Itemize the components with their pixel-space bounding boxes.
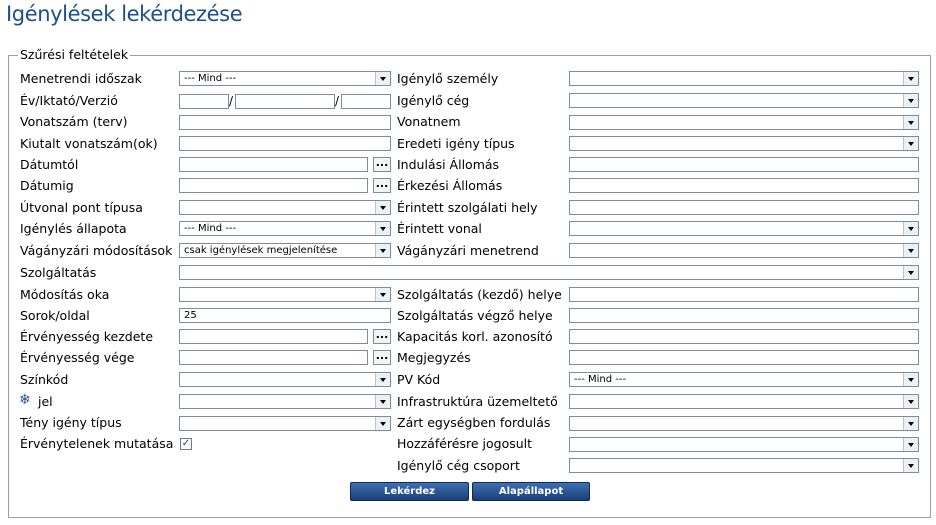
szolgaltatas-select[interactable] — [179, 265, 919, 280]
iktato-verzio-separator: / — [335, 94, 340, 108]
ervenyesseg-vege-input[interactable] — [179, 350, 368, 365]
erintett-vonal-label: Érintett vonal — [397, 221, 482, 236]
erkezesi-allomas-label: Érkezési Állomás — [397, 178, 503, 193]
erintett-szolgalati-hely-input[interactable] — [569, 200, 919, 215]
sorok-oldal-value: 25 — [184, 310, 197, 321]
indulasi-allomas-input[interactable] — [569, 157, 919, 172]
modositas-oka-select[interactable] — [179, 287, 391, 302]
szolgaltatas-label: Szolgáltatás — [20, 265, 97, 280]
sorok-oldal-label: Sorok/oldal — [20, 308, 90, 323]
vaganyzari-menetrend-label: Vágányzári menetrend — [397, 243, 539, 258]
igenylo-ceg-select[interactable] — [569, 93, 919, 108]
ev-input[interactable] — [179, 94, 229, 109]
datumig-label: Dátumig — [20, 178, 74, 193]
kiutalt-vonatszam-label: Kiutalt vonatszám(ok) — [20, 136, 158, 151]
sorok-oldal-input[interactable] — [179, 308, 391, 323]
chevron-down-icon[interactable] — [903, 244, 918, 257]
vaganyzari-modositasok-value: csak igénylések megjelenítése — [184, 245, 338, 256]
jel-select[interactable] — [179, 394, 391, 409]
page-title: Igénylések lekérdezése — [6, 2, 243, 26]
igenylo-szemely-label: Igénylő személy — [397, 71, 499, 86]
vaganyzari-modositasok-select[interactable] — [179, 243, 391, 258]
chevron-down-icon[interactable] — [903, 417, 918, 430]
infrastruktura-uzemelteto-select[interactable] — [569, 394, 919, 409]
igenyles-allapota-label: Igénylés állapota — [20, 221, 127, 236]
eredeti-igeny-tipus-label: Eredeti igény típus — [397, 136, 515, 151]
igenyles-allapota-value: --- Mind --- — [184, 223, 237, 234]
hozzaferesre-jogosult-select[interactable] — [569, 437, 919, 452]
chevron-down-icon[interactable] — [375, 417, 390, 430]
datumig-picker-button[interactable]: ... — [373, 178, 391, 193]
megjegyzes-input[interactable] — [569, 350, 919, 365]
zart-egysegben-fordulas-select[interactable] — [569, 416, 919, 431]
vonatszam-terv-input[interactable] — [179, 115, 391, 130]
chevron-down-icon[interactable] — [375, 373, 390, 386]
fieldset-legend: Szűrési feltételek — [20, 47, 129, 62]
indulasi-allomas-label: Indulási Állomás — [397, 157, 500, 172]
menetrendi-idoszak-value: --- Mind --- — [184, 73, 237, 84]
chevron-down-icon[interactable] — [375, 288, 390, 301]
chevron-down-icon[interactable] — [903, 459, 918, 472]
chevron-down-icon[interactable] — [375, 72, 390, 85]
modositas-oka-label: Módosítás oka — [20, 287, 110, 302]
szolgaltatas-kezdo-helye-input[interactable] — [569, 287, 919, 302]
pv-kod-value: --- Mind --- — [574, 374, 627, 385]
ervenytelenek-mutatasa-label: Érvénytelenek mutatása — [20, 436, 174, 451]
zart-egysegben-fordulas-label: Zárt egységben fordulás — [397, 415, 551, 430]
pv-kod-select[interactable] — [569, 372, 919, 387]
ervenyesseg-kezdete-picker-button[interactable]: ... — [373, 329, 391, 344]
ervenyesseg-vege-picker-button[interactable]: ... — [373, 350, 391, 365]
chevron-down-icon[interactable] — [375, 222, 390, 235]
erintett-szolgalati-hely-label: Érintett szolgálati hely — [397, 200, 538, 215]
igenylo-ceg-csoport-select[interactable] — [569, 458, 919, 473]
datumtol-label: Dátumtól — [20, 157, 79, 172]
kiutalt-vonatszam-input[interactable] — [179, 136, 391, 151]
jel-label: jel — [38, 394, 53, 409]
szolgaltatas-kezdo-helye-label: Szolgáltatás (kezdő) helye — [397, 287, 562, 302]
teny-igeny-tipus-select[interactable] — [179, 416, 391, 431]
verzio-input[interactable] — [341, 94, 391, 109]
vonatnem-select[interactable] — [569, 115, 919, 130]
vonatnem-label: Vonatnem — [397, 114, 461, 129]
alapallapot-button[interactable]: Alapállapot — [472, 482, 590, 501]
check-icon: ✓ — [181, 438, 191, 449]
igenylo-ceg-csoport-label: Igénylő cég csoport — [397, 458, 520, 473]
ervenyesseg-kezdete-input[interactable] — [179, 329, 368, 344]
ev-iktato-separator: / — [229, 94, 234, 108]
ev-iktato-verzio-label: Év/Iktató/Verzió — [20, 93, 118, 108]
ervenytelenek-mutatasa-checkbox[interactable] — [180, 438, 192, 450]
eredeti-igeny-tipus-select[interactable] — [569, 136, 919, 151]
ervenyesseg-kezdete-label: Érvényesség kezdete — [20, 329, 154, 344]
igenylo-szemely-select[interactable] — [569, 71, 919, 86]
hozzaferesre-jogosult-label: Hozzáférésre jogosult — [397, 436, 533, 451]
chevron-down-icon[interactable] — [903, 72, 918, 85]
igenyles-allapota-select[interactable] — [179, 221, 391, 236]
utvonal-pont-tipusa-select[interactable] — [179, 200, 391, 215]
chevron-down-icon[interactable] — [903, 94, 918, 107]
chevron-down-icon[interactable] — [903, 438, 918, 451]
szinkod-label: Színkód — [20, 372, 69, 387]
megjegyzes-label: Megjegyzés — [397, 350, 471, 365]
erintett-vonal-select[interactable] — [569, 221, 919, 236]
chevron-down-icon[interactable] — [903, 373, 918, 386]
chevron-down-icon[interactable] — [375, 201, 390, 214]
vonatszam-terv-label: Vonatszám (terv) — [20, 114, 128, 129]
datumtol-input[interactable] — [179, 157, 368, 172]
chevron-down-icon[interactable] — [375, 395, 390, 408]
utvonal-pont-tipusa-label: Útvonal pont típusa — [20, 200, 143, 215]
igenylo-ceg-label: Igénylő cég — [397, 93, 470, 108]
ervenyesseg-vege-label: Érvényesség vége — [20, 350, 135, 365]
lekerdez-button[interactable]: Lekérdez — [350, 482, 469, 501]
datumtol-picker-button[interactable]: ... — [373, 157, 391, 172]
vaganyzari-modositasok-label: Vágányzári módosítások — [20, 243, 173, 258]
kapacitas-korl-azonosito-label: Kapacitás korl. azonosító — [397, 329, 553, 344]
snowflake-icon: ❄ — [19, 392, 31, 408]
pv-kod-label: PV Kód — [397, 372, 441, 387]
chevron-down-icon[interactable] — [903, 116, 918, 129]
chevron-down-icon[interactable] — [375, 244, 390, 257]
kapacitas-korl-azonosito-input[interactable] — [569, 329, 919, 344]
szolgaltatas-vegzo-helye-input[interactable] — [569, 308, 919, 323]
iktato-input[interactable] — [235, 94, 335, 109]
chevron-down-icon[interactable] — [903, 137, 918, 150]
erkezesi-allomas-input[interactable] — [569, 178, 919, 193]
chevron-down-icon[interactable] — [903, 395, 918, 408]
szolgaltatas-vegzo-helye-label: Szolgáltatás végző helye — [397, 308, 553, 323]
chevron-down-icon[interactable] — [903, 266, 918, 279]
menetrendi-idoszak-select[interactable] — [179, 71, 391, 86]
vaganyzari-menetrend-select[interactable] — [569, 243, 919, 258]
szinkod-select[interactable] — [179, 372, 391, 387]
teny-igeny-tipus-label: Tény igény típus — [20, 415, 122, 430]
datumig-input[interactable] — [179, 178, 368, 193]
infrastruktura-uzemelteto-label: Infrastruktúra üzemeltető — [397, 394, 558, 409]
chevron-down-icon[interactable] — [903, 222, 918, 235]
menetrendi-idoszak-label: Menetrendi időszak — [20, 71, 142, 86]
